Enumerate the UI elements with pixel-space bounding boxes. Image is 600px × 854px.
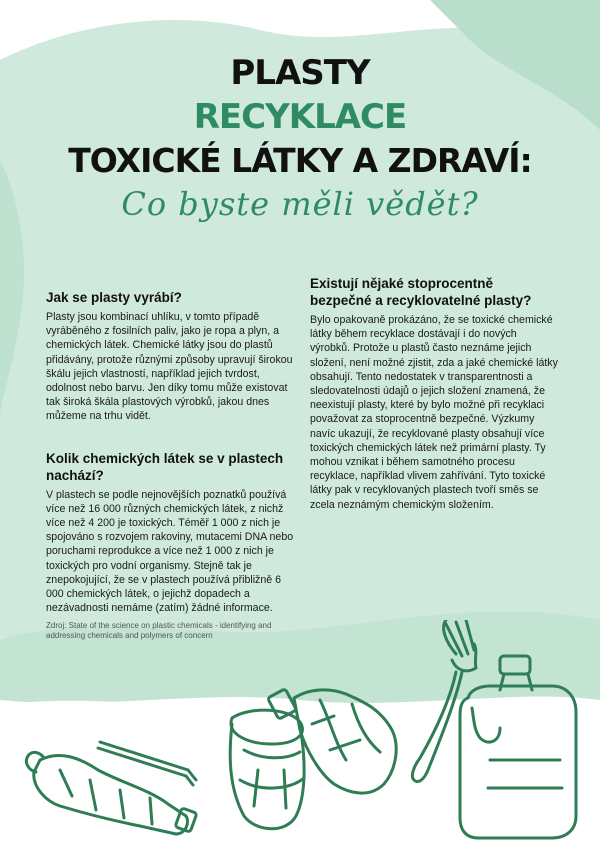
source-note: Zdroj: State of the science on plastic chemicals - identifying and addressing chemicals and polymers of concern xyxy=(46,621,272,641)
plastic-waste-illustration xyxy=(0,620,600,854)
title-line-2: RECYKLACE xyxy=(193,97,407,137)
fork-icon xyxy=(412,620,476,782)
subtitle: Co byste měli vědět? xyxy=(121,185,479,223)
plastic-cup-icon xyxy=(230,710,304,829)
section-body-chemicals: V plastech se podle nejnovějších poznatků používá více než 16 000 různých chemických látek, z nichž více než 4 200 je toxických. Téměř 1 000 z nich je spojováno s rozvojem rakoviny, mutacemi DNA nebo poruchami reprodukce a více než 1 000 z nich je toxických pro vodní organismy. Stejně tak je znepokojující, že se v plastech používá přibližně 6 000 chemických látek, o jejichž dopadech a nezávadnosti nemáme (zatím) žádné informace. xyxy=(46,488,294,615)
section-body-safe-plastics: Bylo opakovaně prokázáno, že se toxické chemické látky během recyklace dostávají i do nových výrobků. Protože u plastů často neznáme jejich složení, není možné zjistit, zda a jaké chemické látky obsahují. Tento nedostatek v transparentnosti a sledovatelnosti údajů o jejich složení znamená, že neexistují plasty, které by bylo možné při recyklaci považovat za stoprocentně bezpečné. Výzkumy navíc ukazují, že recyklované plasty obsahují více toxických chemických látek než primární plasty. Ty mohou vznikat i během samotného procesu recyklace, například vlivem zahřívání. Tyto toxické látky pak v recyklovaných plastech tvoří směs se zcela neznámým chemickým složením. xyxy=(310,314,558,511)
section-heading-chemicals: Kolik chemických látek se v plastech nachází? xyxy=(46,450,284,483)
title-block xyxy=(0,53,600,223)
left-column xyxy=(46,289,298,641)
section-heading-production: Jak se plasty vyrábí? xyxy=(46,290,182,305)
bottle-icon xyxy=(268,689,397,793)
section-body-production: Plasty jsou kombinací uhlíku, v tomto případě vyráběného z fosilních paliv, jako je ropa a plyn, a chemických látek. Chemické látky jsou do plastů přidávány, protože různými způsoby upravují širokou škálu jejich vlastností, například jejich tvrdost, odolnost nebo barvu. Jen díky tomu může existovat tak široká škála plastových výrobků, jakou dnes můžeme na trhu vidět. xyxy=(46,311,293,423)
title-line-1: PLASTY xyxy=(230,53,370,93)
canister-icon xyxy=(460,656,576,838)
right-column xyxy=(310,275,558,512)
section-heading-safe-plastics: Existují nějaké stoprocentně bezpečné a recyklovatelné plasty? xyxy=(310,276,532,308)
title-line-3: TOXICKÉ LÁTKY A ZDRAVÍ: xyxy=(68,141,532,180)
